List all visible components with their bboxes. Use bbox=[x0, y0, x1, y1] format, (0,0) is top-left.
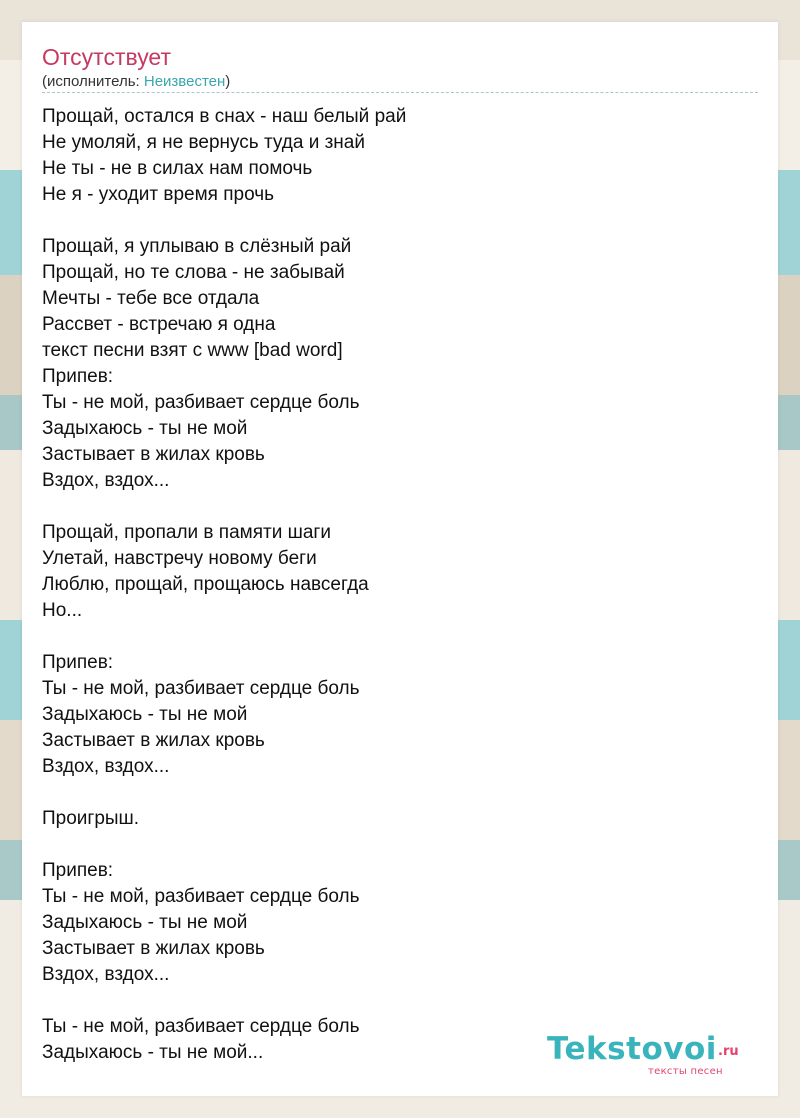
lyric-line: Вздох, вздох... bbox=[42, 964, 170, 985]
logo-tld: .ru bbox=[718, 1044, 739, 1059]
lyric-line: Застывает в жилах кровь bbox=[42, 938, 265, 959]
song-title: Отсутствует bbox=[42, 44, 171, 70]
lyric-blank-line bbox=[42, 832, 758, 858]
lyric-blank-line bbox=[42, 780, 758, 806]
lyric-line: Вздох, вздох... bbox=[42, 756, 170, 777]
lyric-line: текст песни взят с www [bad word] bbox=[42, 340, 343, 361]
lyric-line: Ты - не мой, разбивает сердце боль bbox=[42, 392, 360, 413]
lyric-line: Проигрыш. bbox=[42, 808, 140, 829]
lyric-line: Задыхаюсь - ты не мой... bbox=[42, 1042, 264, 1063]
lyric-line: Ты - не мой, разбивает сердце боль bbox=[42, 886, 360, 907]
lyric-line: Люблю, прощай, прощаюсь навсегда bbox=[42, 574, 369, 595]
lyric-line: Припев: bbox=[42, 652, 114, 673]
lyric-line: Прощай, я уплываю в слёзный рай bbox=[42, 236, 352, 257]
artist-prefix: (исполнитель: bbox=[42, 73, 144, 90]
lyric-line: Не я - уходит время прочь bbox=[42, 184, 275, 205]
lyric-line: Застывает в жилах кровь bbox=[42, 444, 265, 465]
lyric-line: Ты - не мой, разбивает сердце боль bbox=[42, 678, 360, 699]
lyric-blank-line bbox=[42, 208, 758, 234]
lyrics-card bbox=[22, 22, 778, 1096]
lyric-line: Задыхаюсь - ты не мой bbox=[42, 418, 248, 439]
logo-name: Tekstovoi bbox=[547, 1031, 717, 1067]
lyric-line: Но... bbox=[42, 600, 83, 621]
lyric-line: Прощай, но те слова - не забывай bbox=[42, 262, 345, 283]
lyrics-text bbox=[42, 104, 758, 1066]
lyric-line: Прощай, пропали в памяти шаги bbox=[42, 522, 331, 543]
lyric-line: Не ты - не в силах нам помочь bbox=[42, 158, 313, 179]
lyric-line: Задыхаюсь - ты не мой bbox=[42, 912, 248, 933]
lyric-blank-line bbox=[42, 494, 758, 520]
lyric-line: Мечты - тебе все отдала bbox=[42, 288, 260, 309]
lyric-blank-line bbox=[42, 624, 758, 650]
lyric-line: Задыхаюсь - ты не мой bbox=[42, 704, 248, 725]
lyric-line: Припев: bbox=[42, 366, 114, 387]
title-divider bbox=[42, 92, 758, 93]
artist-suffix: ) bbox=[225, 73, 231, 90]
lyric-line: Припев: bbox=[42, 860, 114, 881]
logo-tagline: тексты песен bbox=[648, 1066, 723, 1077]
lyric-line: Прощай, остался в снах - наш белый рай bbox=[42, 106, 407, 127]
lyric-line: Рассвет - встречаю я одна bbox=[42, 314, 276, 335]
lyric-line: Вздох, вздох... bbox=[42, 470, 170, 491]
artist-line bbox=[42, 72, 230, 92]
lyric-line: Застывает в жилах кровь bbox=[42, 730, 265, 751]
lyric-line: Ты - не мой, разбивает сердце боль bbox=[42, 1016, 360, 1037]
lyric-line: Улетай, навстречу новому беги bbox=[42, 548, 317, 569]
site-logo[interactable] bbox=[547, 1030, 757, 1078]
lyric-line: Не умоляй, я не вернусь туда и знай bbox=[42, 132, 365, 153]
artist-link[interactable]: Неизвестен bbox=[143, 73, 226, 90]
lyric-blank-line bbox=[42, 988, 758, 1014]
